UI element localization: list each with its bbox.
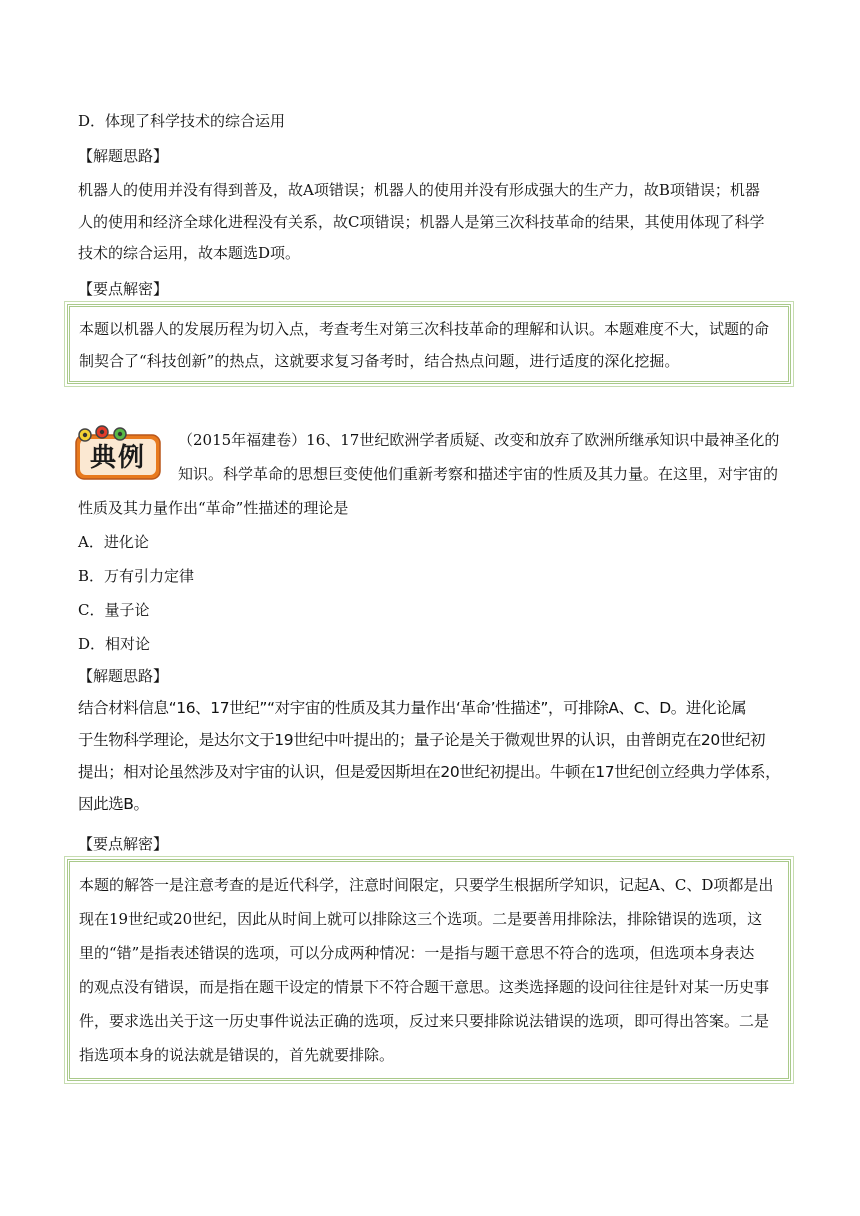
example-stem-line: （2015年福建卷）16、17世纪欧洲学者质疑、改变和放弃了欧洲所继承知识中最神圣化的 <box>178 431 780 449</box>
option-d-example: D．相对论 <box>78 635 151 653</box>
example-keypoint-heading: 【要点解密】 <box>78 835 169 853</box>
analysis-line: 技术的综合运用，故本题选D项。 <box>78 244 301 262</box>
example-logo-text: 典例 <box>89 443 146 473</box>
example-analysis-line: 于生物科学理论，是达尔文于19世纪中叶提出的；量子论是关于微观世界的认识，由普朗克在20世纪初 <box>78 731 766 749</box>
option-d: D．体现了科学技术的综合运用 <box>78 112 286 130</box>
example-analysis-text <box>78 692 798 820</box>
example-logo <box>74 425 162 481</box>
keypoint-line: 本题以机器人的发展历程为切入点，考查考生对第三次科技革命的理解和认识。本题难度不大，试题的命 <box>79 320 770 338</box>
example-stem-line: 性质及其力量作出“革命”性描述的理论是 <box>78 499 349 517</box>
option-c: C．量子论 <box>78 601 150 619</box>
keypoint-line: 里的“错”是指表述错误的选项，可以分成两种情况：一是指与题干意思不符合的选项，但选项本身表达 <box>79 944 755 962</box>
option-a: A．进化论 <box>78 533 149 551</box>
keypoint-box <box>67 304 791 384</box>
analysis-text <box>78 175 783 270</box>
example-analysis-line: 因此选B。 <box>78 795 149 813</box>
keypoint-line: 件，要求选出关于这一历史事件说法正确的选项，反过来只要排除说法错误的选项，即可得出答案。二是 <box>79 1012 770 1030</box>
analysis-heading: 【解题思路】 <box>78 147 169 165</box>
analysis-line: 人的使用和经济全球化进程没有关系，故C项错误；机器人是第三次科技革命的结果，其使用体现了科学 <box>78 212 765 231</box>
keypoint-line: 本题的解答一是注意考查的是近代科学，注意时间限定，只要学生根据所学知识，记起A、C、D项都是出 <box>79 876 774 894</box>
example-analysis-heading: 【解题思路】 <box>78 667 169 685</box>
option-b: B．万有引力定律 <box>78 567 195 585</box>
keypoint-line: 制契合了“科技创新”的热点，这就要求复习备考时，结合热点问题，进行适度的深化挖掘。 <box>79 352 680 370</box>
keypoint-line: 的观点没有错误，而是指在题干设定的情景下不符合题干意思。这类选择题的设问往往是针对某一历史事 <box>79 978 770 996</box>
keypoint-line: 现在19世纪或20世纪，因此从时间上就可以排除这三个选项。二是要善用排除法，排除错误的选项，这 <box>79 910 763 928</box>
keypoint-heading: 【要点解密】 <box>78 280 169 298</box>
keypoint-line: 指选项本身的说法就是错误的，首先就要排除。 <box>79 1046 395 1064</box>
example-analysis-line: 提出；相对论虽然涉及对宇宙的认识，但是爱因斯坦在20世纪初提出。牛顿在17世纪创立经典力学体系， <box>78 763 781 781</box>
example-analysis-line: 结合材料信息“16、17世纪”“对宇宙的性质及其力量作出‘革命’性描述”，可排除A、C、D。进化论属 <box>78 699 747 717</box>
example-stem-line: 知识。科学革命的思想巨变使他们重新考察和描述宇宙的性质及其力量。在这里，对宇宙的 <box>178 465 779 483</box>
example-keypoint-box <box>67 859 791 1081</box>
analysis-line: 机器人的使用并没有得到普及，故A项错误；机器人的使用并没有形成强大的生产力，故B项错误；机器 <box>78 181 760 199</box>
